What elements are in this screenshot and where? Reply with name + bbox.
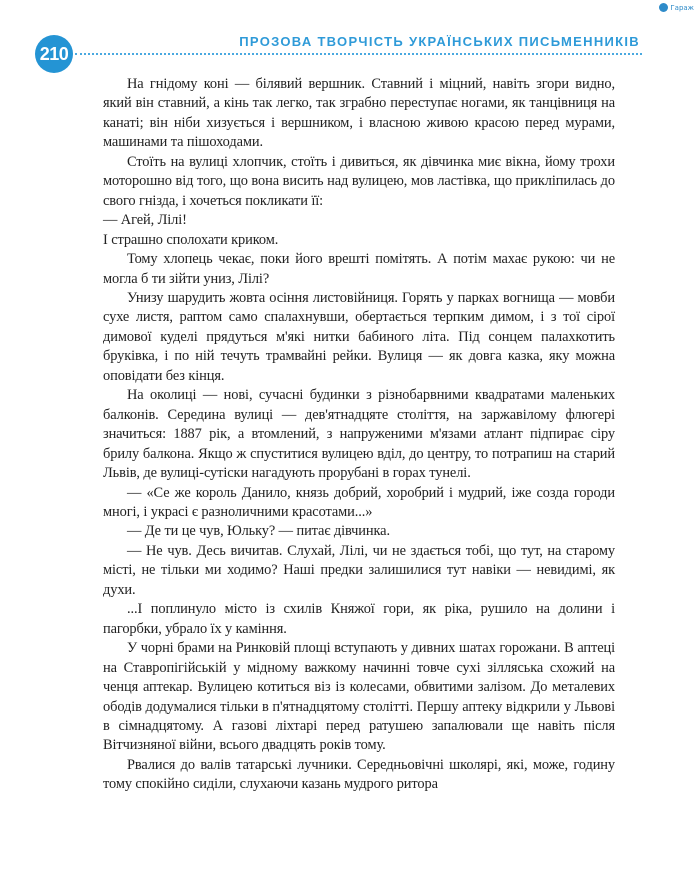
paragraph: На околиці — нові, сучасні будинки з різнобарвними квадратами маленьких балконів. Середина вулиці — дев'ятнадцяте століття, на заржавілому флюгері значиться: 1887 рік, а втомлений, з напруженими м'язами атлант підпирає сіру брилу балкона. Якщо ж спуститися вулицею вділ, до центру, то потрапиш на старий Львів, де вулиці-сутіски нагадують прорубані в горах тунелі. xyxy=(103,387,615,482)
paragraph: Унизу шарудить жовта осіння листовійниця. Горять у парках вогнища — мовби сухе листя, раптом само спалахнувши, обертається терпким димом, і з тої сірої димової куделі прядуться м'які нитки бабиного літа. Під сонцем палахкотить бруківка, і по ній течуть трамвайні рейки. Вулиця — як довга казка, яку можна оповідати без кінця. xyxy=(103,289,615,384)
header-divider xyxy=(75,53,642,55)
paragraph: І страшно сполохати криком. xyxy=(103,231,279,248)
dialogue-line: — Агей, Лілі! xyxy=(103,212,187,229)
dialogue-line: — «Се же король Данило, князь добрий, хоробрий і мудрий, іже созда городи многі, і украсі є разноличними красотами...» xyxy=(103,484,615,520)
paragraph: Тому хлопець чекає, поки його врешті помітять. А потім махає рукою: чи не могла б ти зійти униз, Лілі? xyxy=(103,251,615,287)
page-header xyxy=(0,30,700,78)
dialogue-line: — Де ти це чув, Юльку? — питає дівчинка. xyxy=(127,523,390,540)
logo-text: Гараж xyxy=(670,3,694,12)
paragraph: У чорні брами на Ринковій площі вступають у дивних шатах горожани. В аптеці на Ставропігійській у мідному важкому начинні товче сухі зілляська схожий на ченця аптекар. Вулицею котиться віз із колесами, обвитими залізом. До металевих ободів додумалися тільки в п'ятнадцятому столітті. Першу аптеку відкрили у Львові в сімнадцятому. А газові ліхтарі перед ратушею запалювали ще навіть після Вітчизняної війни, всього двадцять років тому. xyxy=(103,640,615,754)
logo-icon xyxy=(659,3,668,12)
corner-logo xyxy=(659,3,694,12)
paragraph: Стоїть на вулиці хлопчик, стоїть і дивиться, як дівчинка миє вікна, йому трохи моторошно від того, що вона висить над вулицею, мов ластівка, що прикліпилась до свого гнізда, і хочеться покликати її: xyxy=(103,153,615,209)
paragraph: ...І поплинуло місто із схилів Княжої гори, як ріка, рушило на долини і пагорбки, убрало їх у каміння. xyxy=(103,601,615,637)
text-body xyxy=(103,75,615,795)
page-number: 210 xyxy=(35,35,73,73)
paragraph: Рвалися до валів татарські лучники. Середньовічні школярі, які, може, годину тому спокійно сиділи, слухаючи казань мудрого ритора xyxy=(103,756,615,793)
section-title: ПРОЗОВА ТВОРЧІСТЬ УКРАЇНСЬКИХ ПИСЬМЕННИКІВ xyxy=(239,34,640,49)
dialogue-line: — Не чув. Десь вичитав. Слухай, Лілі, чи не здається тобі, що тут, на старому місті, не тільки ми ходимо? Наші предки залишилися тут навіки — невидимі, як духи. xyxy=(103,542,615,598)
paragraph: На гнідому коні — білявий вершник. Ставний і міцний, навіть згори видно, який він ставний, а кінь так легко, так зграбно переступає ногами, як танцівниця на канаті; він ніби хизується і вершником, і власною живою красою перед мурами, машинами та пішоходами. xyxy=(103,76,615,151)
